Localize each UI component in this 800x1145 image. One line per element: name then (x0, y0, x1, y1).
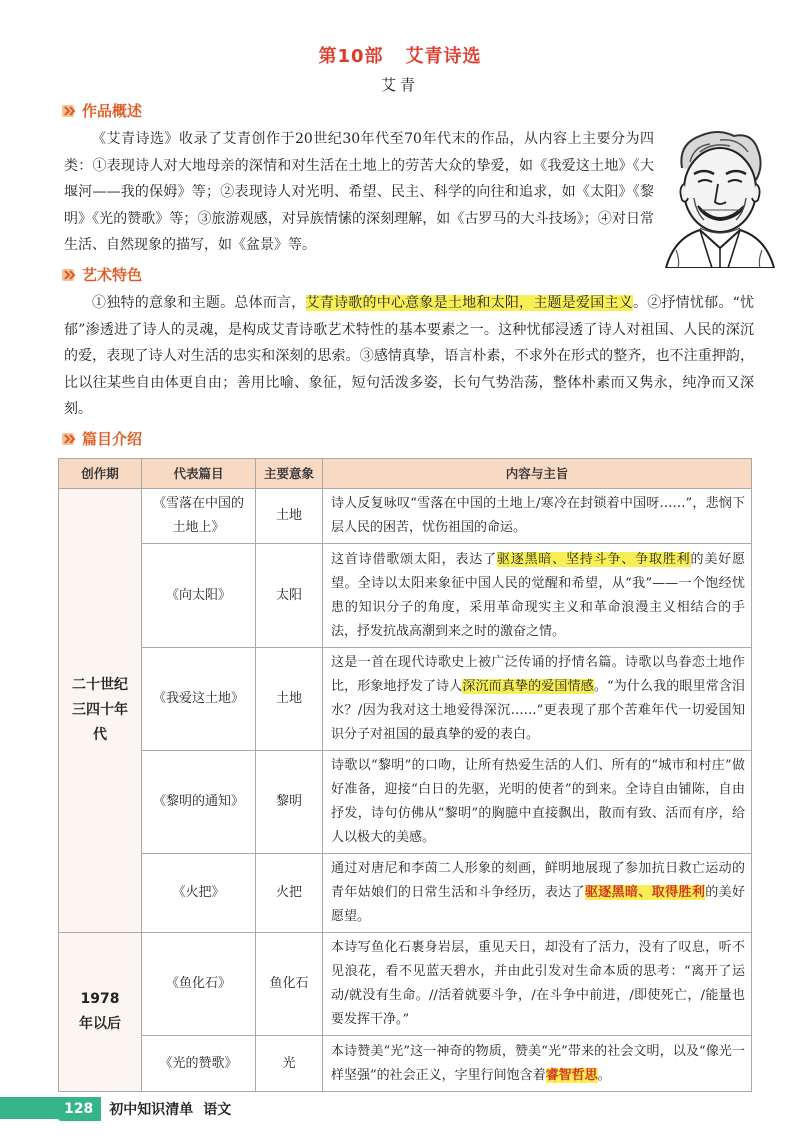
art-text-2: 。②抒情忧郁。“忧郁”渗透进了诗人的灵魂，是构成艾青诗歌艺术特性的基本要素之一。这种忧郁浸透了诗人对祖国、人民的深沉的爱，表现了诗人对生活的忠实和深刻的思索。③感情真挚，语言朴素，不求外在形式的整齐，也不注重押韵，比以往某些自由体更自由；善用比喻、象征，短句活泼多姿，长句气势浩荡，整体朴素而又隽永，纯净而又深刻。 (64, 295, 754, 417)
table-header-row (59, 459, 752, 489)
section-heading-works (62, 428, 142, 449)
section-heading-art (62, 264, 142, 285)
content-text: 本诗写鱼化石裹身岩层，重见天日，却没有了活力，没有了叹息，听不见浪花，看不见蓝天碧水，并由此引发对生命本质的思考：“离开了运动/就没有生命。//活着就要斗争，/在斗争中前进，/即使死亡，/能量也要发挥干净。” (331, 940, 745, 1027)
table-row (59, 751, 752, 854)
content-text: 。“为什么我的眼里常含泪水？/因为我对这土地爱得深沉……”更表现了那个苦难年代一切爱国知识分子对祖国的最真挚的爱的表白。 (331, 679, 745, 742)
art-paragraph (64, 290, 754, 423)
content-highlight: 驱逐黑暗、取得胜利 (584, 885, 706, 900)
work-title: 《火把》 (142, 854, 256, 933)
work-content (323, 933, 752, 1036)
author-name: 艾青 (380, 76, 419, 94)
works-heading-label: 篇目介绍 (82, 430, 143, 448)
overview-paragraph: 《艾青诗选》收录了艾青创作于20世纪30年代至70年代末的作品，从内容上主要分为四类：①表现诗人对大地母亲的深情和对生活在土地上的劳苦大众的挚爱，如《我爱这土地》《大堰河——我的保姆》等；②表现诗人对光明、希望、民主、科学的向往和追求，如《太阳》《黎明》《光的赞歌》等；③旅游观感，对异族情愫的深刻理解，如《古罗马的大斗技场》；④对日常生活、自然现象的描写，如《盆景》等。 (64, 131, 654, 253)
part-label: 第10部 (318, 46, 384, 67)
content-text: 这首诗借歌颂太阳，表达了 (331, 551, 497, 567)
overview-heading-label: 作品概述 (82, 102, 143, 120)
table-row (59, 1036, 752, 1092)
double-chevron-icon (62, 268, 78, 282)
work-image: 土地 (256, 489, 323, 544)
work-title: 《黎明的通知》 (142, 751, 256, 854)
content-text: 诗歌以“黎明”的口吻，让所有热爱生活的人们、所有的“城市和村庄”做好准备，迎接“白日的先驱，光明的使者”的到来。全诗自由铺陈，自由抒发，诗句仿佛从“黎明”的胸臆中直接飘出，散而有致、活而有序，给人以极大的美感。 (331, 758, 745, 845)
work-image: 黎明 (256, 751, 323, 854)
table-row (59, 933, 752, 1036)
content-text: 这是一首在现代诗歌史上被广泛传诵的抒情名篇。诗歌以鸟眷恋土地作比，形象地抒发了诗人 (331, 655, 745, 694)
work-image: 太阳 (256, 544, 323, 648)
content-text: 通过对唐尼和李茵二人形象的刻画，鲜明地展现了参加抗日救亡运动的青年姑娘们的日常生活和斗争经历，表达了 (331, 861, 745, 900)
double-chevron-icon (62, 432, 78, 446)
author-portrait (660, 122, 778, 268)
works-table (58, 458, 752, 1092)
table-row (59, 854, 752, 933)
footer-book-title: 初中知识清单 (109, 1102, 194, 1118)
work-title: 《向太阳》 (142, 544, 256, 648)
work-image: 鱼化石 (256, 933, 323, 1036)
work-title: 《雪落在中国的土地上》 (142, 489, 256, 544)
work-content (323, 489, 752, 544)
page-number: 128 (58, 1097, 101, 1121)
work-content (323, 648, 752, 751)
content-text: 。 (597, 1067, 611, 1083)
work-content (323, 751, 752, 854)
footer-subject: 语文 (203, 1102, 232, 1118)
header-image: 主要意象 (256, 459, 323, 489)
table-row (59, 648, 752, 751)
header-period: 创作期 (59, 459, 142, 489)
work-content (323, 544, 752, 648)
work-image: 土地 (256, 648, 323, 751)
work-title: 《我爱这土地》 (142, 648, 256, 751)
table-row (59, 489, 752, 544)
period-cell (59, 933, 142, 1092)
work-image: 火把 (256, 854, 323, 933)
work-title: 《鱼化石》 (142, 933, 256, 1036)
period-label: 1978年以后 (79, 991, 121, 1032)
work-image: 光 (256, 1036, 323, 1092)
art-heading-label: 艺术特色 (82, 266, 143, 284)
content-highlight: 驱逐黑暗、坚持斗争、争取胜利 (496, 551, 691, 567)
art-text-1: ①独特的意象和主题。总体而言， (92, 295, 306, 311)
art-highlight: 艾青诗歌的中心意象是土地和太阳，主题是爱国主义 (305, 295, 633, 311)
page-title (0, 42, 800, 68)
content-text: 的美好愿望。全诗以太阳来象征中国人民的觉醒和希望，从“我”——一个饱经忧患的知识分子的角度，采用革命现实主义和革命浪漫主义相结合的手法，抒发抗战高潮到来之时的激奋之情。 (331, 551, 745, 639)
content-highlight: 深沉而真挚的爱国情感 (462, 679, 594, 694)
footer-accent-bar (0, 1097, 64, 1119)
section-heading-overview (62, 100, 142, 121)
header-content: 内容与主旨 (323, 459, 752, 489)
double-chevron-icon (62, 104, 78, 118)
content-text: 本诗赞美“光”这一神奇的物质，赞美“光”带来的社会文明，以及“像光一样坚强”的社会正义，字里行间饱含着 (331, 1043, 745, 1083)
content-text: 诗人反复咏叹“雪落在中国的土地上/寒冷在封锁着中国呀……”，悲悯下层人民的困苦，忧伤祖国的命运。 (331, 496, 745, 535)
work-content (323, 1036, 752, 1092)
header-work: 代表篇目 (142, 459, 256, 489)
work-content (323, 854, 752, 933)
table-row (59, 544, 752, 648)
work-title: 《光的赞歌》 (142, 1036, 256, 1092)
page-footer (58, 1096, 231, 1122)
content-text: 的美好愿望。 (331, 885, 745, 924)
content-highlight: 睿智哲思 (545, 1067, 598, 1083)
period-cell (59, 489, 142, 933)
period-label: 二十世纪三四十年代 (72, 677, 128, 743)
book-title: 艾青诗选 (405, 46, 482, 67)
